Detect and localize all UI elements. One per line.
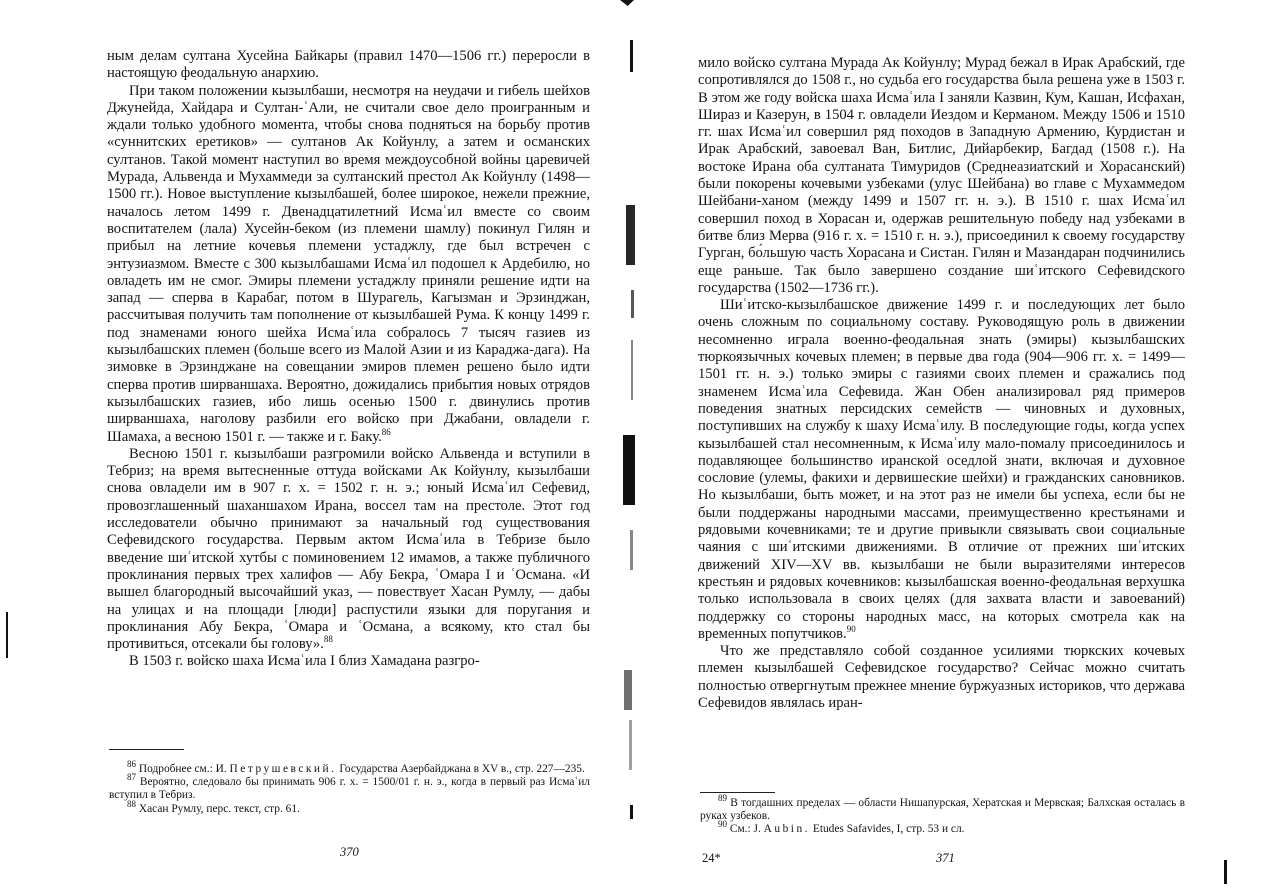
footnote-87-number: 87 bbox=[127, 772, 136, 783]
footnote-88-text: Хасан Румлу, перс. текст, стр. 61. bbox=[138, 802, 300, 815]
right-page bbox=[632, 0, 1265, 890]
footnote-89 bbox=[700, 793, 1185, 823]
right-page-number: 371 bbox=[936, 851, 955, 865]
right-margin-scan-mark bbox=[1224, 860, 1227, 884]
right-paragraph-1: мило войско султана Мурада Ак Койунлу; Мурад бежал в Ирак Арабский, где сопротивлялся до 1508 г., но судьба его государства была решена уже в 1503 г. В этом же году войска шаха Исмаʿила I заняли Казвин, Кум, Кашан, Исфахан, Шираз и Казерун, в 1504 г. овладели Иездом и Керманом. Между 1506 и 1510 гг. шах Исмаʿил совершил ряд походов в Западную Армению, Курдистан и Ирак Арабский, завоевал Ван, Битлис, Дийарбекир, Багдад (1508 г.). На востоке Ирана оба султаната Тимуридов (Среднеазиатский и Хорасанский) были покорены кочевыми узбеками (улус Шейбана) во главе с Мухаммедом Шейбани-ханом (между 1499 и 1507 гг. н. э.). В 1510 г. шах Исмаʿил совершил поход в Хорасан и, одержав решительную победу над узбеками в битве близ Мерва (916 г. х. = 1510 г. н. э.), присоединил к своему государству Гурган, бо́льшую часть Хорасана и Систан. Гилян и Мазандаран подчинились еще раньше. Так было завершено создание шиʿитского Сефевидского государства (1502—1736 гг.). bbox=[698, 55, 1185, 296]
left-paragraph-2-text: При таком положении кызылбаши, несмотря на неудачи и гибель шейхов Джунейда, Хайдара и Султан-ʿАли, не считали свое дело проигранным и ждали только удобного момента, чтобы снова подняться на борьбу против «суннитских еретиков» — султанов Ак Койунлу, а затем и османских султанов. Такой момент наступил во время междоусобной войны царевичей Мурада, Альвенда и Мухаммеди за султанский престол Ак Койунлу (1498—1500 гг.). Новое выступление кызылбашей, более широкое, нежели прежние, началось летом 1499 г. Двенадцатилетний Исмаʿил вместе со своим воспитателем (лала) Хусейн-беком (из племени шамлу) покинул Гилян и прибыл на летние кочевья племени устаджлу, где был встречен с энтузиазмом. Вместе с 300 кызылбашами Исмаʿил подошел к Ардебилю, но овладеть им не смог. Эмиры племени устаджлу приняли решение идти на запад — сперва в Карабаг, потом в Шурагель, Кагызман и Эрзинджан, рассчитывая получить там пополнение от кызылбашей Рума. К концу 1499 г. под знаменами юного шейха Исмаʿила собралось 7 тысяч газиев из кызылбашских племен (больше всего из Малой Азии и из Караджа-дага). На зимовке в Эрзинджане на совещании эмиров племен решено было идти сперва против ширваншаха. Вероятно, дожидались прибытия новых отрядов кызылбашских газиев, ибо лишь осенью 1500 г. двинулись против ширваншаха, наголову разбили его войско при Джабани, овладели г. Шамаха, а весною 1501 г. — также и г. Баку. bbox=[107, 82, 590, 445]
left-margin-scan-mark bbox=[6, 612, 8, 658]
footnote-86-number: 86 bbox=[127, 759, 136, 770]
footnote-90-number: 90 bbox=[718, 819, 727, 830]
footnote-88-number: 88 bbox=[127, 798, 136, 809]
left-footnote-divider bbox=[109, 749, 184, 750]
right-body-text bbox=[698, 55, 1185, 712]
right-paragraph-3: Что же представляло собой созданное усилиями тюркских кочевых племен кызылбашей Сефевидское государство? Сейчас можно считать полностью отвергнутым прежнее мнение буржуазных историков, что держава Сефевидов являлась иран- bbox=[698, 643, 1185, 711]
footnote-86 bbox=[109, 759, 590, 776]
footnote-86-text: Государства Азербайджана в XV в., стр. 227—235. bbox=[339, 763, 585, 775]
footnote-86-prefix: Подробнее см.: И. bbox=[138, 763, 227, 775]
left-paragraph-4: В 1503 г. войско шаха Исмаʿила I близ Хамадана разгро- bbox=[129, 653, 480, 670]
footnote-89-number: 89 bbox=[718, 793, 727, 804]
right-paragraph-2-text: Шиʿитско-кызылбашское движение 1499 г. и последующих лет было очень сложным по социальному составу. Руководящую роль в движении несомненно играла военно-феодальная знать (эмиры) кызылбашских тюркоязычных кочевых племен; в первые два года (904—906 гг. х. = 1499—1501 гг. н. э.) только эмиры с газиями своих племен и сражались под знаменем Исмаʿила Сефевида. Жан Обен анализировал ряд примеров поведения знатных персидских семейств — чиновных и духовных, поступивших на службу к шаху Исмаʿилу. В последующие годы, когда успех кызылбашей стал несомненным, к Исмаʿилу мало-помалу присоединилось и подавляющее большинство иранской оседлой знати, включая и духовное сословие (улемы, факихи и дервишеские шейхи) и гражданских сановников. Но кызылбаши, быть может, и на этот раз не имели бы успеха, если бы не были поддержаны народными массами, преимущественно крестьянами и рядовыми кочевниками; те и другие привыкли связывать свои социальные чаяния с шиʿитскими движениями. В отличие от прежних шиʿитских движений XIV—XV вв. кызылбаши не были выразителями интересов крестьян и рядовых кочевников: кызылбашская военно-феодальная верхушка только использовала в своих целях (для захвата власти и завоеваний) поддержку со стороны народных масс, на которых смотрела как на временных попутчиков. bbox=[698, 297, 1185, 642]
footnote-ref-86: 86 bbox=[381, 426, 391, 437]
left-paragraph-3 bbox=[107, 446, 590, 654]
left-page-number: 370 bbox=[340, 845, 359, 859]
footnote-90-prefix: См.: J. bbox=[729, 823, 761, 836]
left-paragraph-3-text: Весною 1501 г. кызылбаши разгромили войско Альвенда и вступили в Тебриз; на время вытесненные оттуда войсками Ак Койунлу, кызылбаши снова овладели им в 907 г. х. = 1502 г. н. э.; юный Исмаʿил Сефевид, провозглашенный шаханшахом Ирана, воссел там на престоле. Этот год исследователи обычно принимают за начальный год существования Сефевидского государства. Первым актом Исмаʿила в Тебризе было введение шиʿитской хутбы с поминовением 12 имамов, а также публичного проклинания первых трех халифов — Абу Бекра, ʿОмара I и ʿОсмана. «И вышел благородный высочайший указ, — повествует Хасан Румлу, — дабы на улицах и на площади [люди] распустили языки для поругания и проклинания Абу Бекра, ʿОмара и ʿОсмана, а всякому, кто стал бы противиться, отсекали бы голову». bbox=[107, 445, 590, 653]
left-footnotes bbox=[109, 759, 590, 816]
footnote-89-text: В тогдашних пределах — области Нишапурская, Хератская и Мервская; Балхская осталась в руках узбеков. bbox=[700, 797, 1185, 823]
footnote-87-text: Вероятно, следовало бы принимать 906 г. х. = 1500/01 г. н. э., когда в первый раз Исмаʿил вступил в Тебриз. bbox=[109, 776, 590, 802]
footnote-ref-90: 90 bbox=[846, 623, 856, 634]
footnote-86-author: Петрушевский. bbox=[229, 763, 337, 775]
right-footnotes bbox=[700, 793, 1185, 837]
gutter-mark-7 bbox=[624, 670, 632, 710]
footnote-90 bbox=[700, 819, 1185, 836]
left-paragraph-1: ным делам султана Хусейна Байкары (правил 1470—1506 гг.) переросли в настоящую феодальную анархию. bbox=[107, 48, 590, 82]
left-paragraph-2 bbox=[107, 83, 590, 446]
footnote-87 bbox=[109, 772, 590, 802]
footnote-90-text: Etudes Safavides, I, стр. 53 и сл. bbox=[812, 823, 965, 836]
left-body-text bbox=[107, 48, 590, 671]
footnote-90-author: Aubin. bbox=[763, 823, 810, 836]
footnote-ref-88: 88 bbox=[323, 634, 333, 645]
right-paragraph-2 bbox=[698, 297, 1185, 643]
printer-signature: 24* bbox=[702, 851, 721, 865]
footnote-88 bbox=[109, 798, 590, 816]
left-page bbox=[0, 0, 620, 890]
right-footnote-divider bbox=[700, 792, 775, 793]
